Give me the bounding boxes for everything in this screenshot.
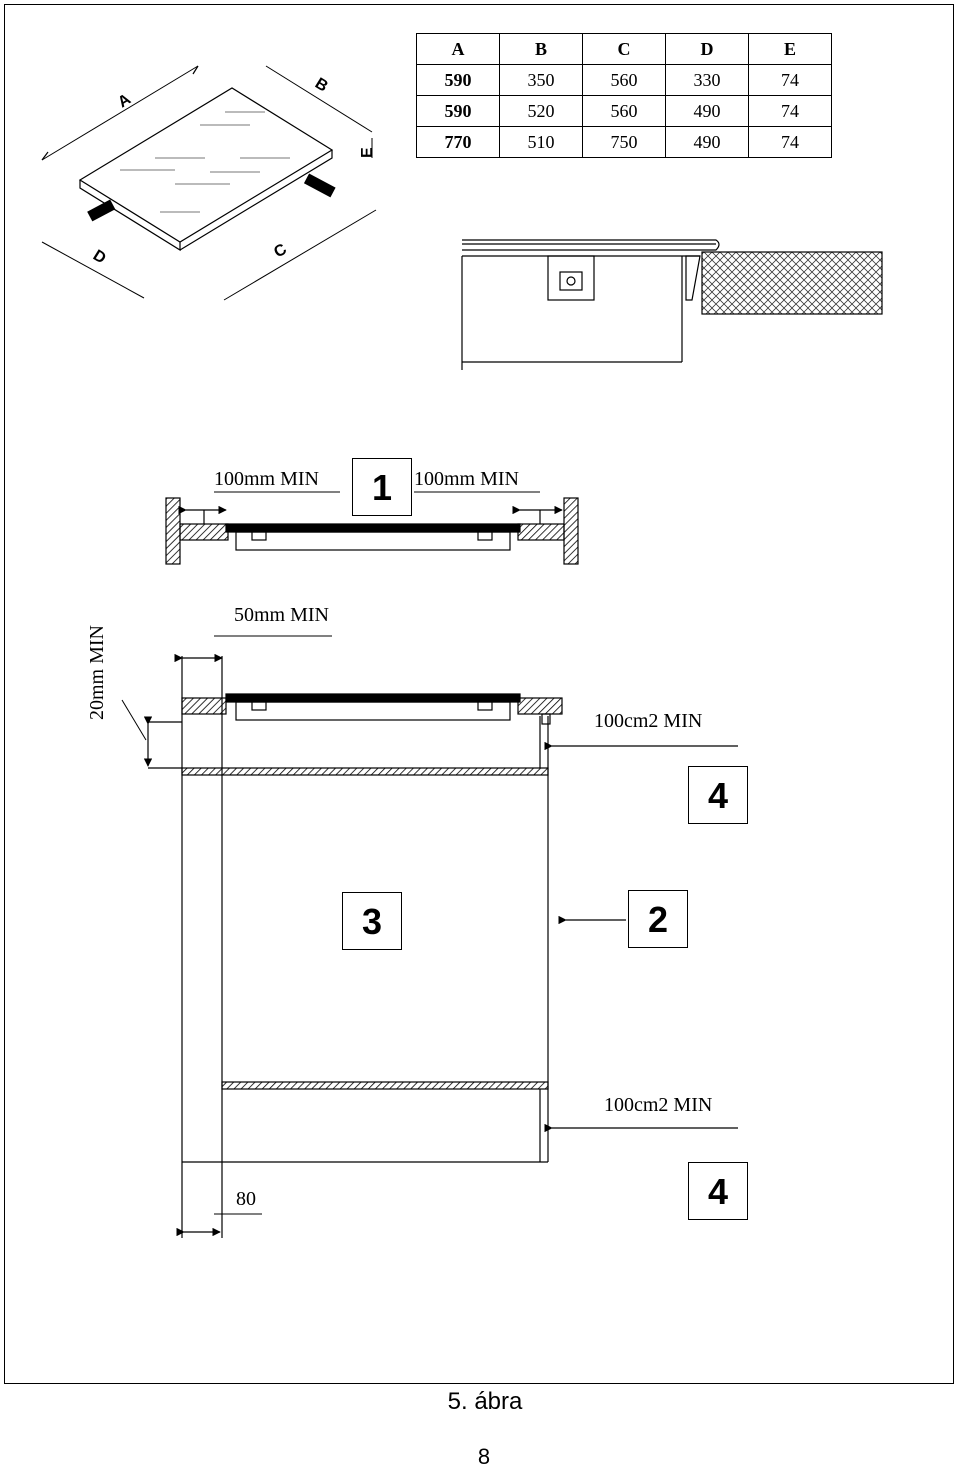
table-header-cell: D <box>666 34 749 65</box>
table-cell: 510 <box>500 127 583 158</box>
table-cell: 590 <box>417 65 500 96</box>
rear-gap-label: 50mm MIN <box>234 604 329 626</box>
table-row <box>417 127 832 158</box>
hob-isometric <box>42 66 376 300</box>
table-cell: 350 <box>500 65 583 96</box>
right-gap-label: 100mm MIN <box>414 468 519 490</box>
callout-4-bottom: 4 <box>688 1162 748 1220</box>
table-header-row <box>417 34 832 65</box>
clamp-section <box>462 240 882 370</box>
iso-label-b: B <box>311 74 331 96</box>
callout-4-top: 4 <box>688 766 748 824</box>
dimension-table <box>416 33 832 158</box>
table-row <box>417 96 832 127</box>
table-cell: 770 <box>417 127 500 158</box>
table-cell: 520 <box>500 96 583 127</box>
table-cell: 750 <box>583 127 666 158</box>
table-cell: 74 <box>749 65 832 96</box>
callout-2: 2 <box>628 890 688 948</box>
panel-width-label: 80 <box>236 1188 256 1210</box>
iso-label-c: C <box>271 240 290 262</box>
table-header-cell: C <box>583 34 666 65</box>
callout-1: 1 <box>352 458 412 516</box>
depth-gap-label: 20mm MIN <box>86 625 108 720</box>
table-cell: 590 <box>417 96 500 127</box>
left-gap-label: 100mm MIN <box>214 468 319 490</box>
table-header-cell: B <box>500 34 583 65</box>
vent-top-label: 100cm2 MIN <box>594 710 703 732</box>
callout-3: 3 <box>342 892 402 950</box>
table-cell: 330 <box>666 65 749 96</box>
vent-bottom-label: 100cm2 MIN <box>604 1094 713 1116</box>
table-header-cell: E <box>749 34 832 65</box>
figure-caption: 5. ábra <box>447 1388 523 1415</box>
table-cell: 490 <box>666 96 749 127</box>
table-cell: 560 <box>583 65 666 96</box>
table-cell: 560 <box>583 96 666 127</box>
table-header-cell: A <box>417 34 500 65</box>
table-row <box>417 65 832 96</box>
iso-label-a: A <box>115 90 134 112</box>
table-cell: 74 <box>749 127 832 158</box>
table-cell: 490 <box>666 127 749 158</box>
page-number: 8 <box>477 1444 491 1469</box>
iso-label-d: D <box>89 246 109 268</box>
table-cell: 74 <box>749 96 832 127</box>
iso-label-e: E <box>359 147 376 158</box>
